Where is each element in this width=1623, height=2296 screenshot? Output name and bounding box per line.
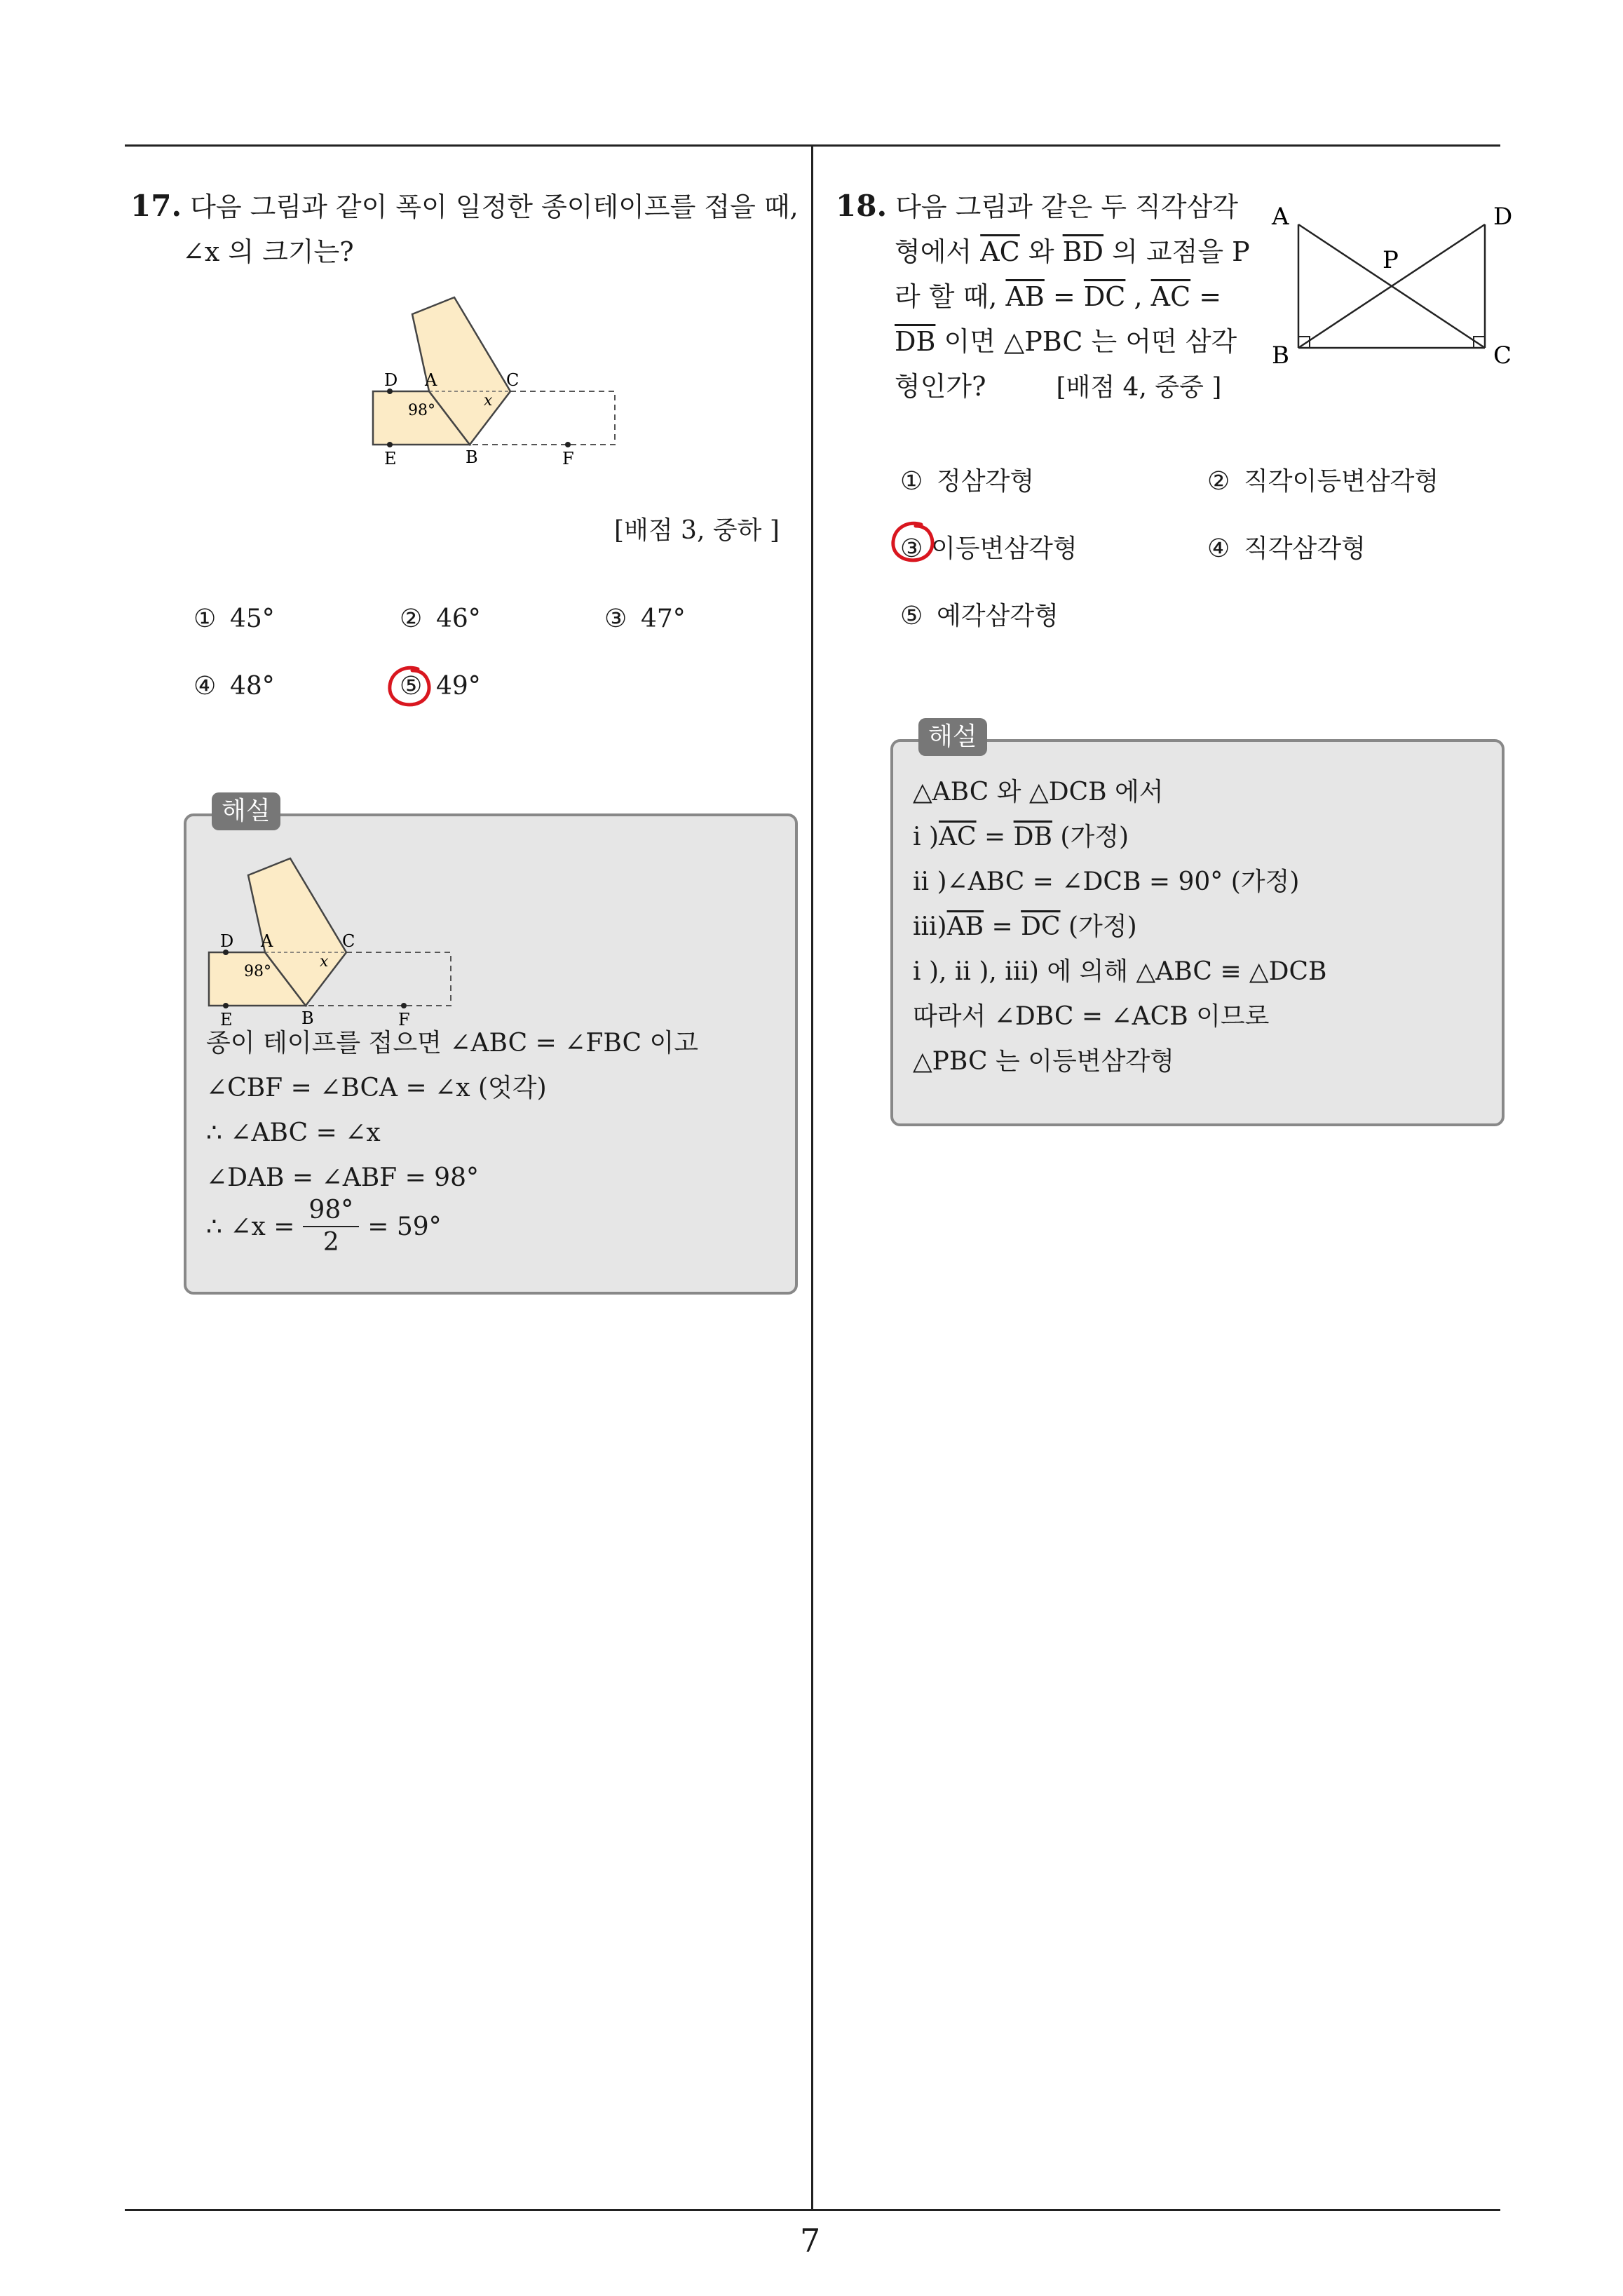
choice-mark: ①	[193, 605, 217, 633]
q18-line3	[836, 281, 1221, 312]
seg: $\overline{AB}$	[1005, 281, 1045, 312]
q17-figure	[365, 288, 624, 470]
choice-label: 49°	[436, 672, 481, 701]
choice-mark: ②	[400, 605, 423, 633]
q17-answer-circle-icon	[384, 663, 435, 710]
q17-solution-tag: 해설	[212, 792, 280, 830]
choice-label: 정삼각형	[937, 467, 1035, 496]
q18-line5	[836, 371, 1221, 402]
q17-solution-final	[206, 1195, 442, 1258]
q17-choice-1[interactable]	[193, 605, 275, 633]
choice-label: 이등변삼각형	[931, 534, 1078, 563]
q17-solution-line1: 종이 테이프를 접으면 ∠ABC = ∠FBC 이고	[206, 1029, 699, 1058]
q17-label-E: E	[384, 449, 397, 468]
q17-solution-line4: ∠DAB = ∠ABF = 98°	[206, 1163, 479, 1192]
seg: $\overline{DB}$	[895, 326, 936, 357]
q18-line1: 다음 그림과 같은 두 직각삼각	[895, 191, 1238, 222]
bottom-rule	[125, 2209, 1500, 2211]
choice-label: 48°	[230, 672, 275, 701]
q18-line4	[836, 326, 1237, 357]
q18-figure	[1262, 189, 1521, 379]
q18-answer-circle-icon	[888, 519, 938, 565]
choice-mark: ④	[1207, 534, 1230, 563]
q18-meta: [배점 4, 중중 ]	[1056, 373, 1222, 402]
choice-mark: ③	[604, 605, 627, 633]
t: iii)	[913, 912, 947, 941]
q18-number: 18.	[836, 189, 888, 223]
q17s-label-F: F	[398, 1010, 410, 1029]
seg: $\overline{AC}$	[1150, 281, 1191, 312]
t: 형에서	[895, 236, 981, 267]
seg: $\overline{DB}$	[1013, 823, 1052, 851]
q18-choice-1[interactable]	[900, 461, 1034, 497]
final-suffix: = 59°	[367, 1212, 442, 1241]
q18-label-B: B	[1272, 342, 1289, 370]
choice-label: 직각이등변삼각형	[1244, 467, 1439, 496]
q17s-label-D: D	[220, 931, 234, 951]
q17s-x-label: x	[320, 953, 329, 971]
q18-label-A: A	[1272, 203, 1289, 231]
q17-choice-4[interactable]	[193, 672, 275, 701]
final-prefix: ∴ ∠x =	[206, 1212, 295, 1241]
q17s-label-E: E	[220, 1010, 233, 1029]
q18-choice-5[interactable]	[900, 596, 1059, 632]
q18-solution-line2	[913, 815, 1129, 860]
q18-solution-line1: △ABC 와 △DCB 에서	[913, 778, 1164, 806]
t: (가정)	[1052, 823, 1129, 851]
t: (가정)	[1060, 912, 1137, 941]
q18-line2	[836, 236, 1250, 267]
q17-solution-figure	[201, 849, 460, 1031]
q17-text-line1: 다음 그림과 같이 폭이 일정한 종이테이프를 접을 때,	[190, 191, 799, 222]
q18-choice-4[interactable]	[1207, 529, 1366, 565]
q18-stem	[836, 184, 1256, 410]
q17-choice-2[interactable]	[400, 605, 481, 633]
q18-solution-line7: △PBC 는 이등변삼각형	[913, 1047, 1174, 1076]
choice-label: 45°	[230, 605, 275, 633]
choice-label: 47°	[641, 605, 686, 633]
q18-solution-line5: i ), ii ), iii) 에 의해 △ABC ≡ △DCB	[913, 957, 1327, 986]
t: =	[1044, 281, 1084, 312]
choice-label: 직각삼각형	[1244, 534, 1366, 563]
t: ,	[1125, 281, 1151, 312]
q18-solution-tag: 해설	[918, 718, 987, 756]
t: 의 교점을 P	[1103, 236, 1250, 267]
q18-choice-2[interactable]	[1207, 461, 1439, 497]
seg: $\overline{AC}$	[939, 823, 977, 851]
seg: $\overline{DC}$	[1021, 912, 1061, 941]
q17s-angle-label: 98°	[244, 963, 271, 980]
t: 와	[1019, 236, 1063, 267]
q17-label-F: F	[562, 449, 574, 468]
q17-text-line2: ∠x 의 크기는?	[182, 236, 354, 267]
q17-angle-label: 98°	[408, 402, 435, 419]
q17-number: 17.	[130, 189, 182, 223]
page-number: 7	[800, 2222, 821, 2260]
q17-solution-line3: ∴ ∠ABC = ∠x	[206, 1119, 381, 1147]
choice-label: 46°	[436, 605, 481, 633]
q17s-label-A: A	[261, 931, 273, 951]
q17-label-D: D	[384, 370, 398, 390]
q17-choice-3[interactable]	[604, 605, 686, 633]
q17s-label-C: C	[342, 931, 355, 951]
q18-label-C: C	[1493, 342, 1512, 370]
choice-mark: ③	[900, 534, 923, 563]
t: =	[984, 912, 1021, 941]
t: =	[976, 823, 1014, 851]
q17-x-label: x	[484, 392, 493, 410]
q18-label-D: D	[1493, 203, 1513, 231]
t: i )	[913, 823, 939, 851]
q17-meta: [배점 3, 중하 ]	[614, 516, 780, 545]
q17-label-A: A	[425, 370, 437, 390]
q17-label-B: B	[466, 447, 478, 467]
q17s-label-B: B	[301, 1008, 314, 1028]
q18-solution-line3: ii )∠ABC = ∠DCB = 90° (가정)	[913, 867, 1300, 896]
t: 라 할 때,	[895, 281, 1006, 312]
seg: $\overline{BD}$	[1062, 236, 1104, 267]
q17-solution-line2: ∠CBF = ∠BCA = ∠x (엇각)	[206, 1074, 547, 1102]
choice-mark: ②	[1207, 467, 1230, 496]
t: 형인가?	[895, 371, 986, 402]
seg: $\overline{AB}$	[946, 912, 984, 941]
choice-mark: ⑤	[900, 602, 923, 630]
choice-mark: ④	[193, 672, 217, 701]
q17-label-C: C	[506, 370, 520, 390]
q18-solution-line6: 따라서 ∠DBC = ∠ACB 이므로	[913, 1002, 1270, 1031]
t: 이면 △PBC 는 어떤 삼각	[935, 326, 1237, 357]
final-denominator: 2	[322, 1228, 339, 1257]
seg: $\overline{DC}$	[1083, 281, 1126, 312]
final-numerator: 98°	[303, 1195, 359, 1227]
q18-label-P: P	[1383, 246, 1399, 274]
choice-label: 예각삼각형	[937, 602, 1059, 630]
t: =	[1190, 281, 1222, 312]
choice-mark: ①	[900, 467, 923, 496]
choice-mark: ⑤	[400, 672, 423, 701]
final-fraction	[303, 1195, 359, 1258]
seg: $\overline{AC}$	[980, 236, 1020, 267]
column-divider	[811, 144, 813, 2210]
q17-stem	[130, 184, 803, 274]
q18-solution-line4	[913, 905, 1137, 950]
